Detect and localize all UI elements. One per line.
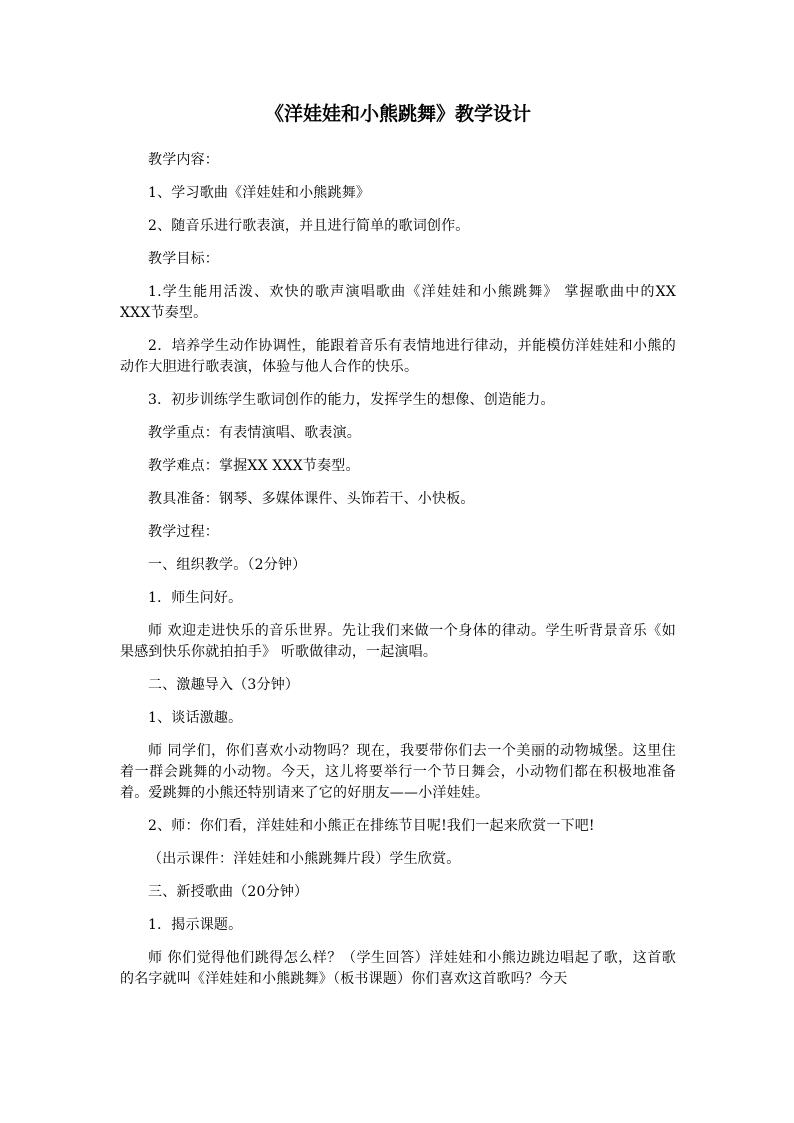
difficult-point: 教学难点：掌握XX XXX节奏型。 [148,458,360,474]
step-2-item-1: 1、谈话激趣。 [148,710,243,726]
objective-1: 1.学生能用活泼、欢快的歌声演唱歌曲《洋娃娃和小熊跳舞》 掌握歌曲中的XX XXX节奏型。 [120,284,676,321]
step-2-heading: 二、激趣导入（3分钟） [148,677,300,693]
step-2-item-2: 2、师：你们看，洋娃娃和小熊正在排练节目呢!我们一起来欣赏一下吧! [148,818,595,834]
step-2-teacher-text: 师 同学们，你们喜欢小动物吗？现在，我要带你们去一个美丽的动物城堡。这里住着一群会跳舞的小动物。今天，这儿将要举行一个节日舞会，小动物们都在积极地准备着。爱跳舞的小熊还特别请来了它的好朋友——小洋娃娃。 [120,743,676,801]
section-heading-process: 教学过程： [148,524,219,540]
step-3-heading: 三、新授歌曲（20分钟） [148,884,309,900]
section-heading-content: 教学内容： [148,152,219,168]
step-3-item-1: 1．揭示课题。 [148,917,243,933]
key-point: 教学重点：有表情演唱、歌表演。 [148,425,361,441]
content-item-2: 2、随音乐进行歌表演，并且进行简单的歌词创作。 [148,218,470,234]
step-1-item-1: 1．师生问好。 [148,590,243,606]
step-2-courseware-note: （出示课件：洋娃娃和小熊跳舞片段）学生欣赏。 [148,851,461,867]
section-heading-objectives: 教学目标： [148,251,219,267]
document-title: 《洋娃娃和小熊跳舞》教学设计 [264,103,531,125]
objective-2: 2．培养学生动作协调性，能跟着音乐有表情地进行律动，并能模仿洋娃娃和小熊的动作大胆进行歌表演，体验与他人合作的快乐。 [120,338,676,375]
step-1-teacher-text: 师 欢迎走进快乐的音乐世界。先让我们来做一个身体的律动。学生听背景音乐《如果感到快乐你就拍拍手》 听歌做律动，一起演唱。 [120,623,676,660]
objective-3: 3．初步训练学生歌词创作的能力，发挥学生的想像、创造能力。 [148,392,555,408]
teaching-aids: 教具准备：钢琴、多媒体课件、头饰若干、小快板。 [148,491,475,507]
document-page [120,100,676,1002]
content-item-1: 1、学习歌曲《洋娃娃和小熊跳舞》 [148,185,371,201]
step-3-teacher-text: 师 你们觉得他们跳得怎么样？（学生回答）洋娃娃和小熊边跳边唱起了歌，这首歌的名字就叫《洋娃娃和小熊跳舞》（板书课题）你们喜欢这首歌吗？今天 [120,950,676,987]
step-1-heading: 一、组织教学。（2分钟） [148,557,307,573]
